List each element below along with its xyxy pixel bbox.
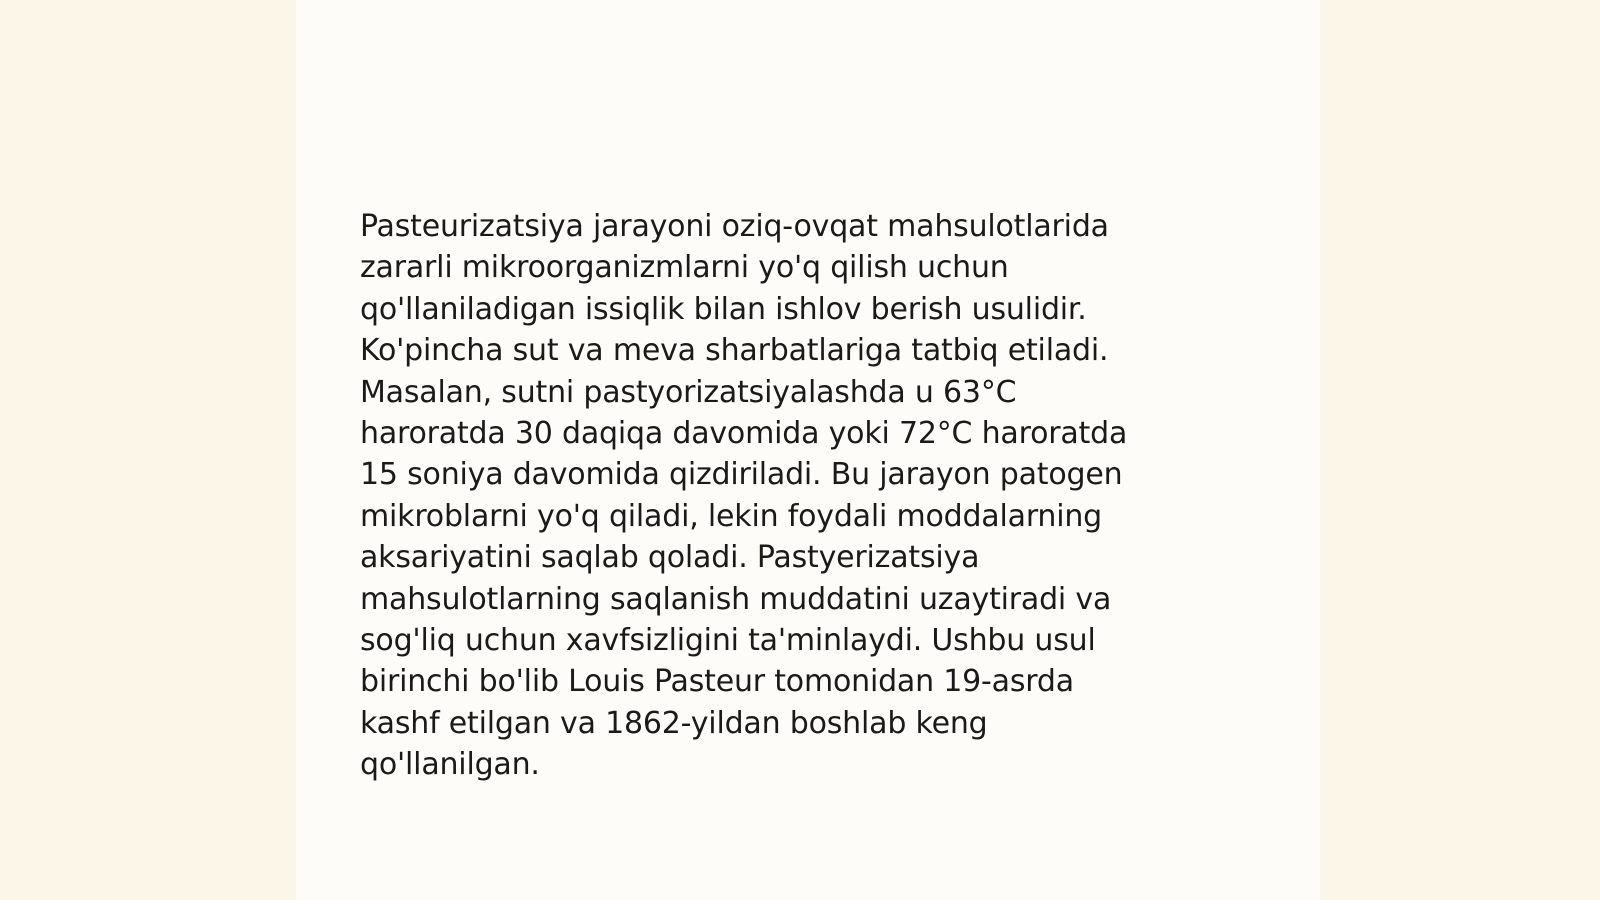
body-paragraph [360, 206, 1220, 786]
text-line: sog'liq uchun xavfsizligini ta'minlaydi. Ushbu usul [360, 623, 1096, 659]
text-line: mahsulotlarning saqlanish muddatini uzaytiradi va [360, 581, 1112, 617]
text-line: mikroblarni yo'q qiladi, lekin foydali moddalarning [360, 498, 1103, 534]
text-line: qo'llanilgan. [360, 747, 540, 783]
text-line: Ko'pincha sut va meva sharbatlariga tatbiq etiladi. [360, 333, 1109, 369]
text-line: zararli mikroorganizmlarni yo'q qilish uchun [360, 250, 1009, 286]
text-line: haroratda 30 daqiqa davomida yoki 72°C haroratda [360, 416, 1128, 452]
text-line: qo'llaniladigan issiqlik bilan ishlov berish usulidir. [360, 291, 1087, 327]
document-page [296, 0, 1320, 900]
text-line: 15 soniya davomida qizdiriladi. Bu jarayon patogen [360, 457, 1123, 493]
text-line: Masalan, sutni pastyorizatsiyalashda u 63°C [360, 374, 1017, 410]
text-line: Pasteurizatsiya jarayoni oziq-ovqat mahsulotlarida [360, 209, 1109, 244]
text-line: kashf etilgan va 1862-yildan boshlab keng [360, 705, 988, 741]
text-line: birinchi bo'lib Louis Pasteur tomonidan 19-asrda [360, 664, 1074, 700]
text-line: aksariyatini saqlab qoladi. Pastyerizatsiya [360, 540, 980, 576]
